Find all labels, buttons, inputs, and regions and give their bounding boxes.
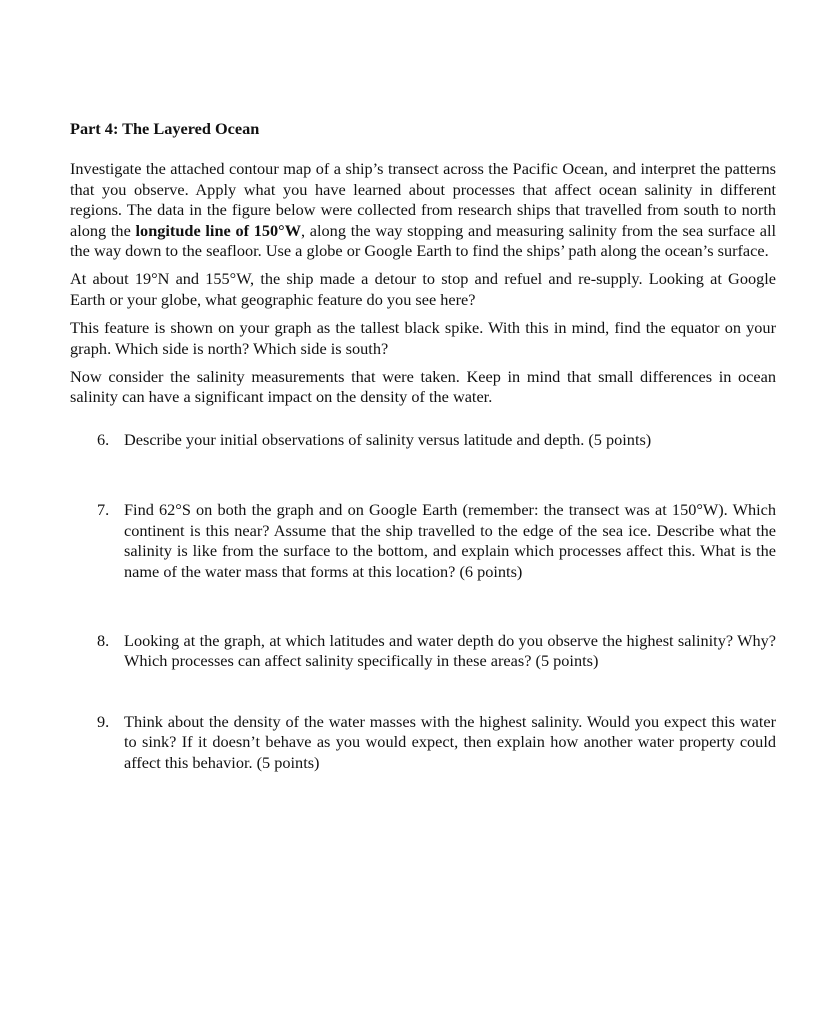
question-7 [70, 500, 776, 582]
salinity-paragraph: Now consider the salinity measurements that were taken. Keep in mind that small differences in ocean salinity can have a significant impact on the density of the water. [70, 367, 776, 407]
question-text: Looking at the graph, at which latitudes and water depth do you observe the highest salinity? Why? Which processes can affect salinity specifically in these areas? (5 points) [124, 630, 776, 671]
question-list [70, 430, 776, 773]
question-number: 6. [97, 429, 110, 449]
question-number: 9. [97, 711, 110, 731]
question-number: 7. [97, 500, 110, 520]
question-text: Describe your initial observations of salinity versus latitude and depth. (5 points) [124, 429, 652, 449]
document-page [70, 119, 776, 773]
intro-text-start: Investigate the attached contour map of a ship’s transect across the Pacific Ocean, and interpret the patterns that you observe. Apply what you have learned about processes that affect ocean salinity in different regions. The data in the figure below were collected from research ships that travelled from south to north along the [70, 159, 776, 240]
detour-paragraph: At about 19°N and 155°W, the ship made a detour to stop and refuel and re-supply. Looking at Google Earth or your globe, what geographic feature do you see here? [70, 269, 776, 309]
question-text: Think about the density of the water masses with the highest salinity. Would you expect this water to sink? If it doesn’t behave as you would expect, then explain how another water property could affect this behavior. (5 points) [124, 711, 776, 772]
section-heading: Part 4: The Layered Ocean [70, 119, 260, 138]
question-number: 8. [97, 630, 110, 650]
question-text: Find 62°S on both the graph and on Google Earth (remember: the transect was at 150°W). Which continent is this near? Assume that the ship travelled to the edge of the sea ice. Describe what the salinity is like from the surface to the bottom, and explain which processes affect this. What is the name of the water mass that forms at this location? (6 points) [124, 500, 776, 581]
question-8 [70, 631, 776, 672]
question-9 [70, 712, 776, 773]
question-6 [70, 430, 776, 450]
feature-paragraph: This feature is shown on your graph as the tallest black spike. With this in mind, find the equator on your graph. Which side is north? Which side is south? [70, 318, 776, 358]
intro-bold-longitude: longitude line of 150°W [135, 220, 301, 240]
intro-text-end: , along the way stopping and measuring salinity from the sea surface all the way down to the seafloor. Use a globe or Google Earth to find the ships’ path along the ocean’s surface. [70, 220, 776, 261]
intro-paragraph [70, 159, 776, 261]
